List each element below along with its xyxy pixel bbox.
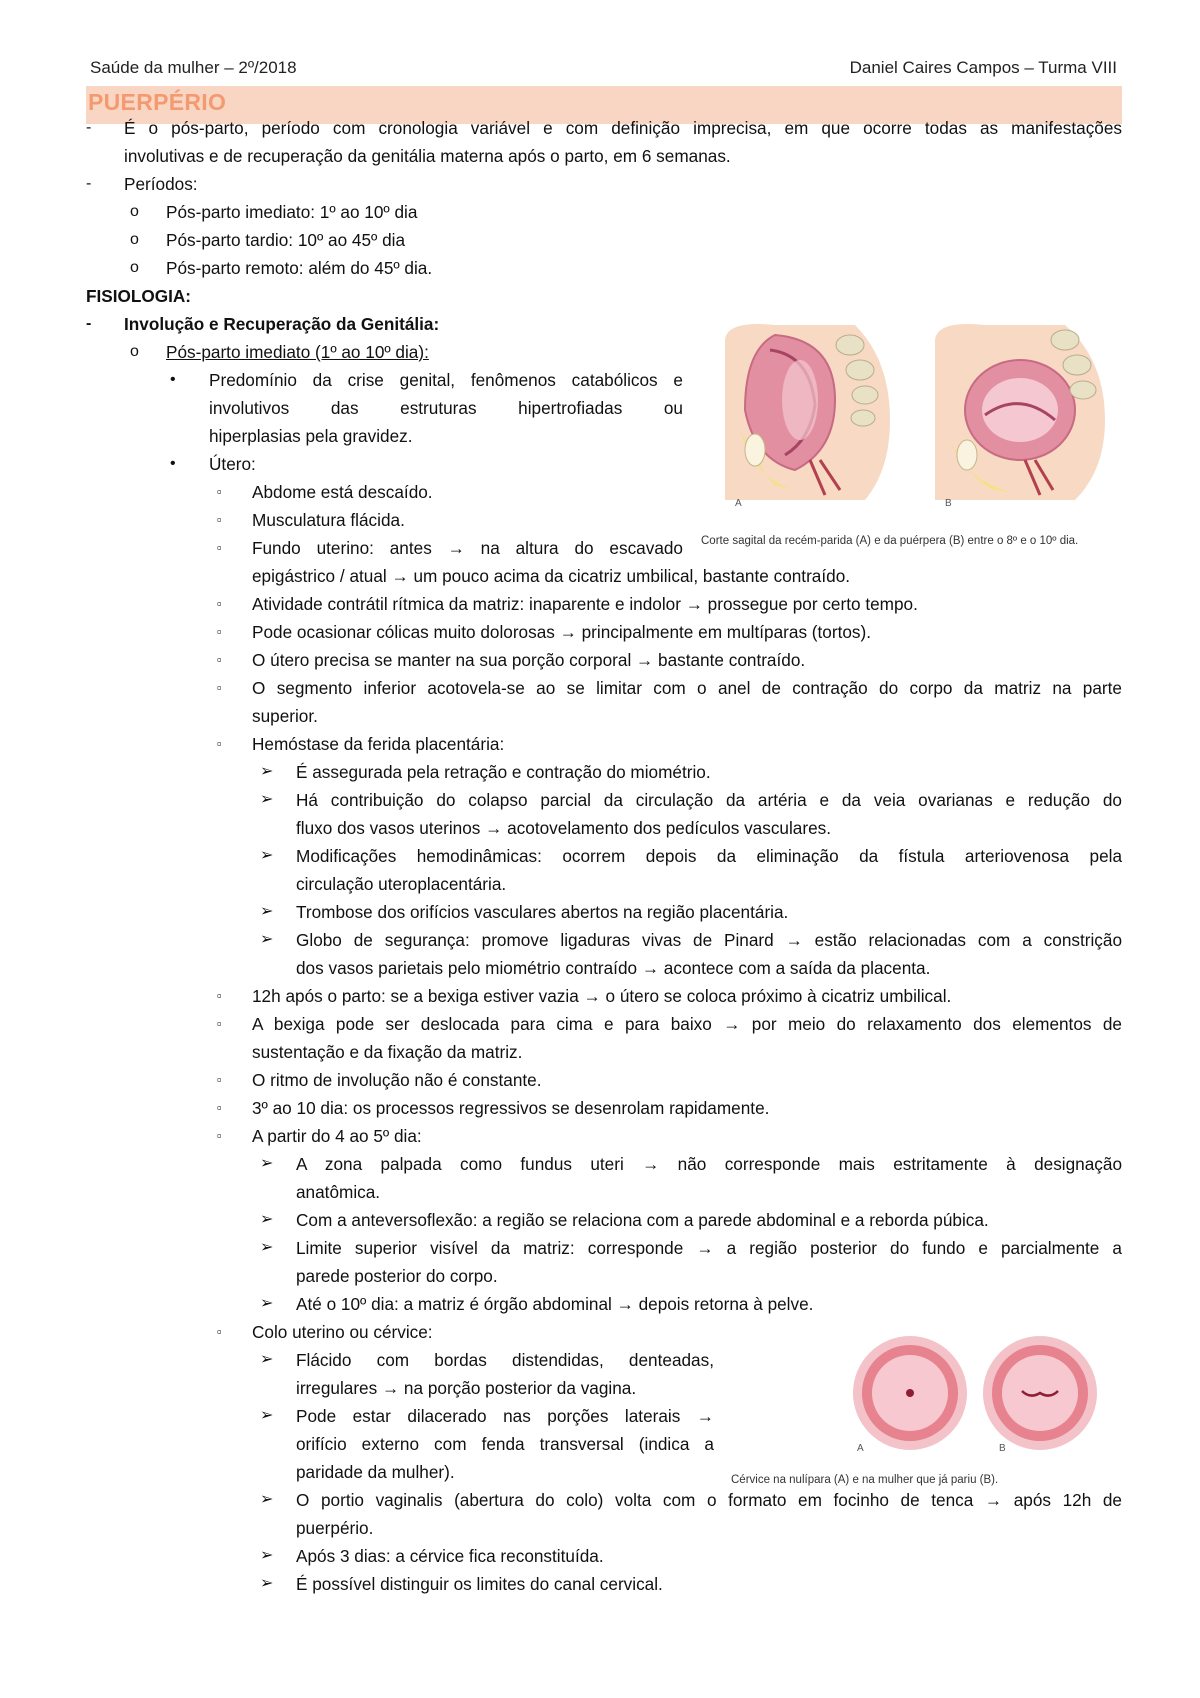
hemostase-item: Há contribuição do colapso parcial da circulação da artéria e da veia ovarianas e redução do	[296, 790, 1122, 810]
hemostase-label: Hemóstase da ferida placentária:	[252, 734, 505, 754]
a-partir-label: A partir do 4 ao 5º dia:	[252, 1126, 422, 1146]
arrow-bullet: ➢	[260, 1155, 274, 1172]
hemostase-item: circulação uteroplacentária.	[296, 874, 507, 894]
cervix-nulliparous	[853, 1336, 967, 1450]
colo-item: Pode estar dilacerado nas porções laterais →	[296, 1406, 714, 1426]
utero-item: epigástrico / atual → um pouco acima da cicatriz umbilical, bastante contraído.	[252, 566, 851, 586]
figure1-caption: Corte sagital da recém-parida (A) e da puérpera (B) entre o 8º e o 10º dia.	[701, 535, 1079, 547]
square-marker: ▫	[217, 736, 222, 751]
arrow-bullet: ➢	[260, 1211, 274, 1228]
square-marker: ▫	[217, 1128, 222, 1143]
circle-marker: o	[130, 259, 139, 276]
utero-item: O segmento inferior acotovela-se ao se limitar com o anel de contração do corpo da matriz na parte	[252, 678, 1122, 698]
utero-label: Útero:	[209, 454, 256, 474]
a-partir-item: anatômica.	[296, 1182, 381, 1202]
square-marker: ▫	[217, 540, 222, 555]
utero-item: Musculatura flácida.	[252, 510, 405, 530]
sagittal-panel-b	[935, 324, 1105, 500]
arrow-bullet: ➢	[260, 847, 274, 864]
utero-item: O ritmo de involução não é constante.	[252, 1070, 542, 1090]
utero-item: Atividade contrátil rítmica da matriz: inaparente e indolor → prossegue por certo tempo.	[252, 594, 918, 614]
arrow-bullet: ➢	[260, 1351, 274, 1368]
arrow-bullet: ➢	[260, 931, 274, 948]
arrow-bullet: ➢	[260, 903, 274, 920]
cervix-parous	[983, 1336, 1097, 1450]
utero-item: 3º ao 10 dia: os processos regressivos se desenrolam rapidamente.	[252, 1098, 770, 1118]
square-marker: ▫	[217, 1072, 222, 1087]
colo-label: Colo uterino ou cérvice:	[252, 1322, 433, 1342]
page-title: PUERPÉRIO	[88, 89, 227, 115]
sagittal-panel-a	[725, 324, 890, 500]
square-marker: ▫	[217, 596, 222, 611]
arrow-bullet: ➢	[260, 1575, 274, 1592]
hemostase-item: dos vasos parietais pelo miométrio contraído → acontece com a saída da placenta.	[296, 958, 931, 978]
colo-item: Após 3 dias: a cérvice fica reconstituída.	[296, 1546, 604, 1566]
figure2-label-b: B	[999, 1443, 1006, 1454]
subsection-heading: Involução e Recuperação da Genitália:	[124, 314, 440, 334]
square-marker: ▫	[217, 652, 222, 667]
a-partir-item: Limite superior visível da matriz: corresponde → a região posterior do fundo e parcialmente a	[296, 1238, 1122, 1258]
utero-item: Abdome está descaído.	[252, 482, 433, 502]
cervix-figure	[850, 1335, 1120, 1455]
periodo-item: Pós-parto tardio: 10º ao 45º dia	[166, 230, 406, 250]
sagittal-section-figure	[715, 320, 1125, 520]
intro-line: É o pós-parto, período com cronologia variável e com definição imprecisa, em que ocorre todas as manifestações	[124, 118, 1122, 138]
a-partir-item: parede posterior do corpo.	[296, 1266, 498, 1286]
arrow-bullet: ➢	[260, 1407, 274, 1424]
utero-item: superior.	[252, 706, 318, 726]
colo-item: Flácido com bordas distendidas, denteadas,	[296, 1350, 714, 1370]
a-partir-item: A zona palpada como fundus uteri → não corresponde mais estritamente à designação	[296, 1154, 1122, 1174]
square-marker: ▫	[217, 1324, 222, 1339]
header-author: Daniel Caires Campos – Turma VIII	[849, 58, 1117, 77]
imediato-heading: Pós-parto imediato (1º ao 10º dia):	[166, 342, 429, 362]
square-marker: ▫	[217, 1016, 222, 1031]
figure1-label-b: B	[945, 498, 952, 509]
hemostase-item: Modificações hemodinâmicas: ocorrem depois da eliminação da fístula arteriovenosa pela	[296, 846, 1122, 866]
circle-marker: o	[130, 343, 139, 360]
utero-item: sustentação e da fixação da matriz.	[252, 1042, 523, 1062]
predominio-line: Predomínio da crise genital, fenômenos catabólicos e	[209, 370, 683, 390]
a-partir-item: Com a anteversoflexão: a região se relaciona com a parede abdominal e a reborda púbica.	[296, 1210, 989, 1230]
square-marker: ▫	[217, 1100, 222, 1115]
bullet-marker: •	[170, 371, 176, 388]
intro-line: involutivas e de recuperação da genitália materna após o parto, em 6 semanas.	[124, 146, 731, 166]
utero-item: Pode ocasionar cólicas muito dolorosas → principalmente em multíparas (tortos).	[252, 622, 872, 642]
utero-item: A bexiga pode ser deslocada para cima e para baixo → por meio do relaxamento dos elementos de	[252, 1014, 1122, 1034]
hemostase-item: Trombose dos orifícios vasculares abertos na região placentária.	[296, 902, 789, 922]
square-marker: ▫	[217, 680, 222, 695]
figure2-caption: Cérvice na nulípara (A) e na mulher que já pariu (B).	[731, 1474, 999, 1486]
periodo-item: Pós-parto remoto: além do 45º dia.	[166, 258, 433, 278]
header-course: Saúde da mulher – 2º/2018	[90, 58, 297, 77]
hemostase-item: É assegurada pela retração e contração do miométrio.	[296, 762, 711, 782]
circle-marker: o	[130, 231, 139, 248]
section-heading: FISIOLOGIA:	[86, 286, 192, 306]
arrow-bullet: ➢	[260, 1295, 274, 1312]
utero-item: Fundo uterino: antes → na altura do escavado	[252, 538, 683, 558]
utero-item: 12h após o parto: se a bexiga estiver vazia → o útero se coloca próximo à cicatriz umbilical.	[252, 986, 952, 1006]
utero-item: O útero precisa se manter na sua porção corporal → bastante contraído.	[252, 650, 806, 670]
colo-item: O portio vaginalis (abertura do colo) volta com o formato em focinho de tenca → após 12h de	[296, 1490, 1122, 1510]
bullet-marker: •	[170, 455, 176, 472]
colo-item: É possível distinguir os limites do canal cervical.	[296, 1574, 663, 1594]
figure2-label-a: A	[857, 1443, 864, 1454]
colo-item: puerpério.	[296, 1518, 374, 1538]
predominio-line: hiperplasias pela gravidez.	[209, 426, 413, 446]
square-marker: ▫	[217, 988, 222, 1003]
colo-item: orifício externo com fenda transversal (indica a	[296, 1434, 714, 1454]
a-partir-item: Até o 10º dia: a matriz é órgão abdominal → depois retorna à pelve.	[296, 1294, 814, 1314]
dash-marker: -	[86, 315, 92, 332]
periodos-label: Períodos:	[124, 174, 198, 194]
hemostase-item: Globo de segurança: promove ligaduras vivas de Pinard → estão relacionadas com a constrição	[296, 930, 1122, 950]
periodo-item: Pós-parto imediato: 1º ao 10º dia	[166, 202, 418, 222]
square-marker: ▫	[217, 624, 222, 639]
square-marker: ▫	[217, 512, 222, 527]
hemostase-item: fluxo dos vasos uterinos → acotovelamento dos pedículos vasculares.	[296, 818, 832, 838]
arrow-bullet: ➢	[260, 1239, 274, 1256]
arrow-bullet: ➢	[260, 791, 274, 808]
predominio-line: involutivos das estruturas hipertrofiadas ou	[209, 398, 683, 418]
circle-marker: o	[130, 203, 139, 220]
dash-marker: -	[86, 119, 92, 136]
figure1-label-a: A	[735, 498, 742, 509]
arrow-bullet: ➢	[260, 1547, 274, 1564]
arrow-bullet: ➢	[260, 1491, 274, 1508]
colo-item: irregulares → na porção posterior da vagina.	[296, 1378, 637, 1398]
arrow-bullet: ➢	[260, 763, 274, 780]
dash-marker: -	[86, 175, 92, 192]
colo-item: paridade da mulher).	[296, 1462, 455, 1482]
square-marker: ▫	[217, 484, 222, 499]
